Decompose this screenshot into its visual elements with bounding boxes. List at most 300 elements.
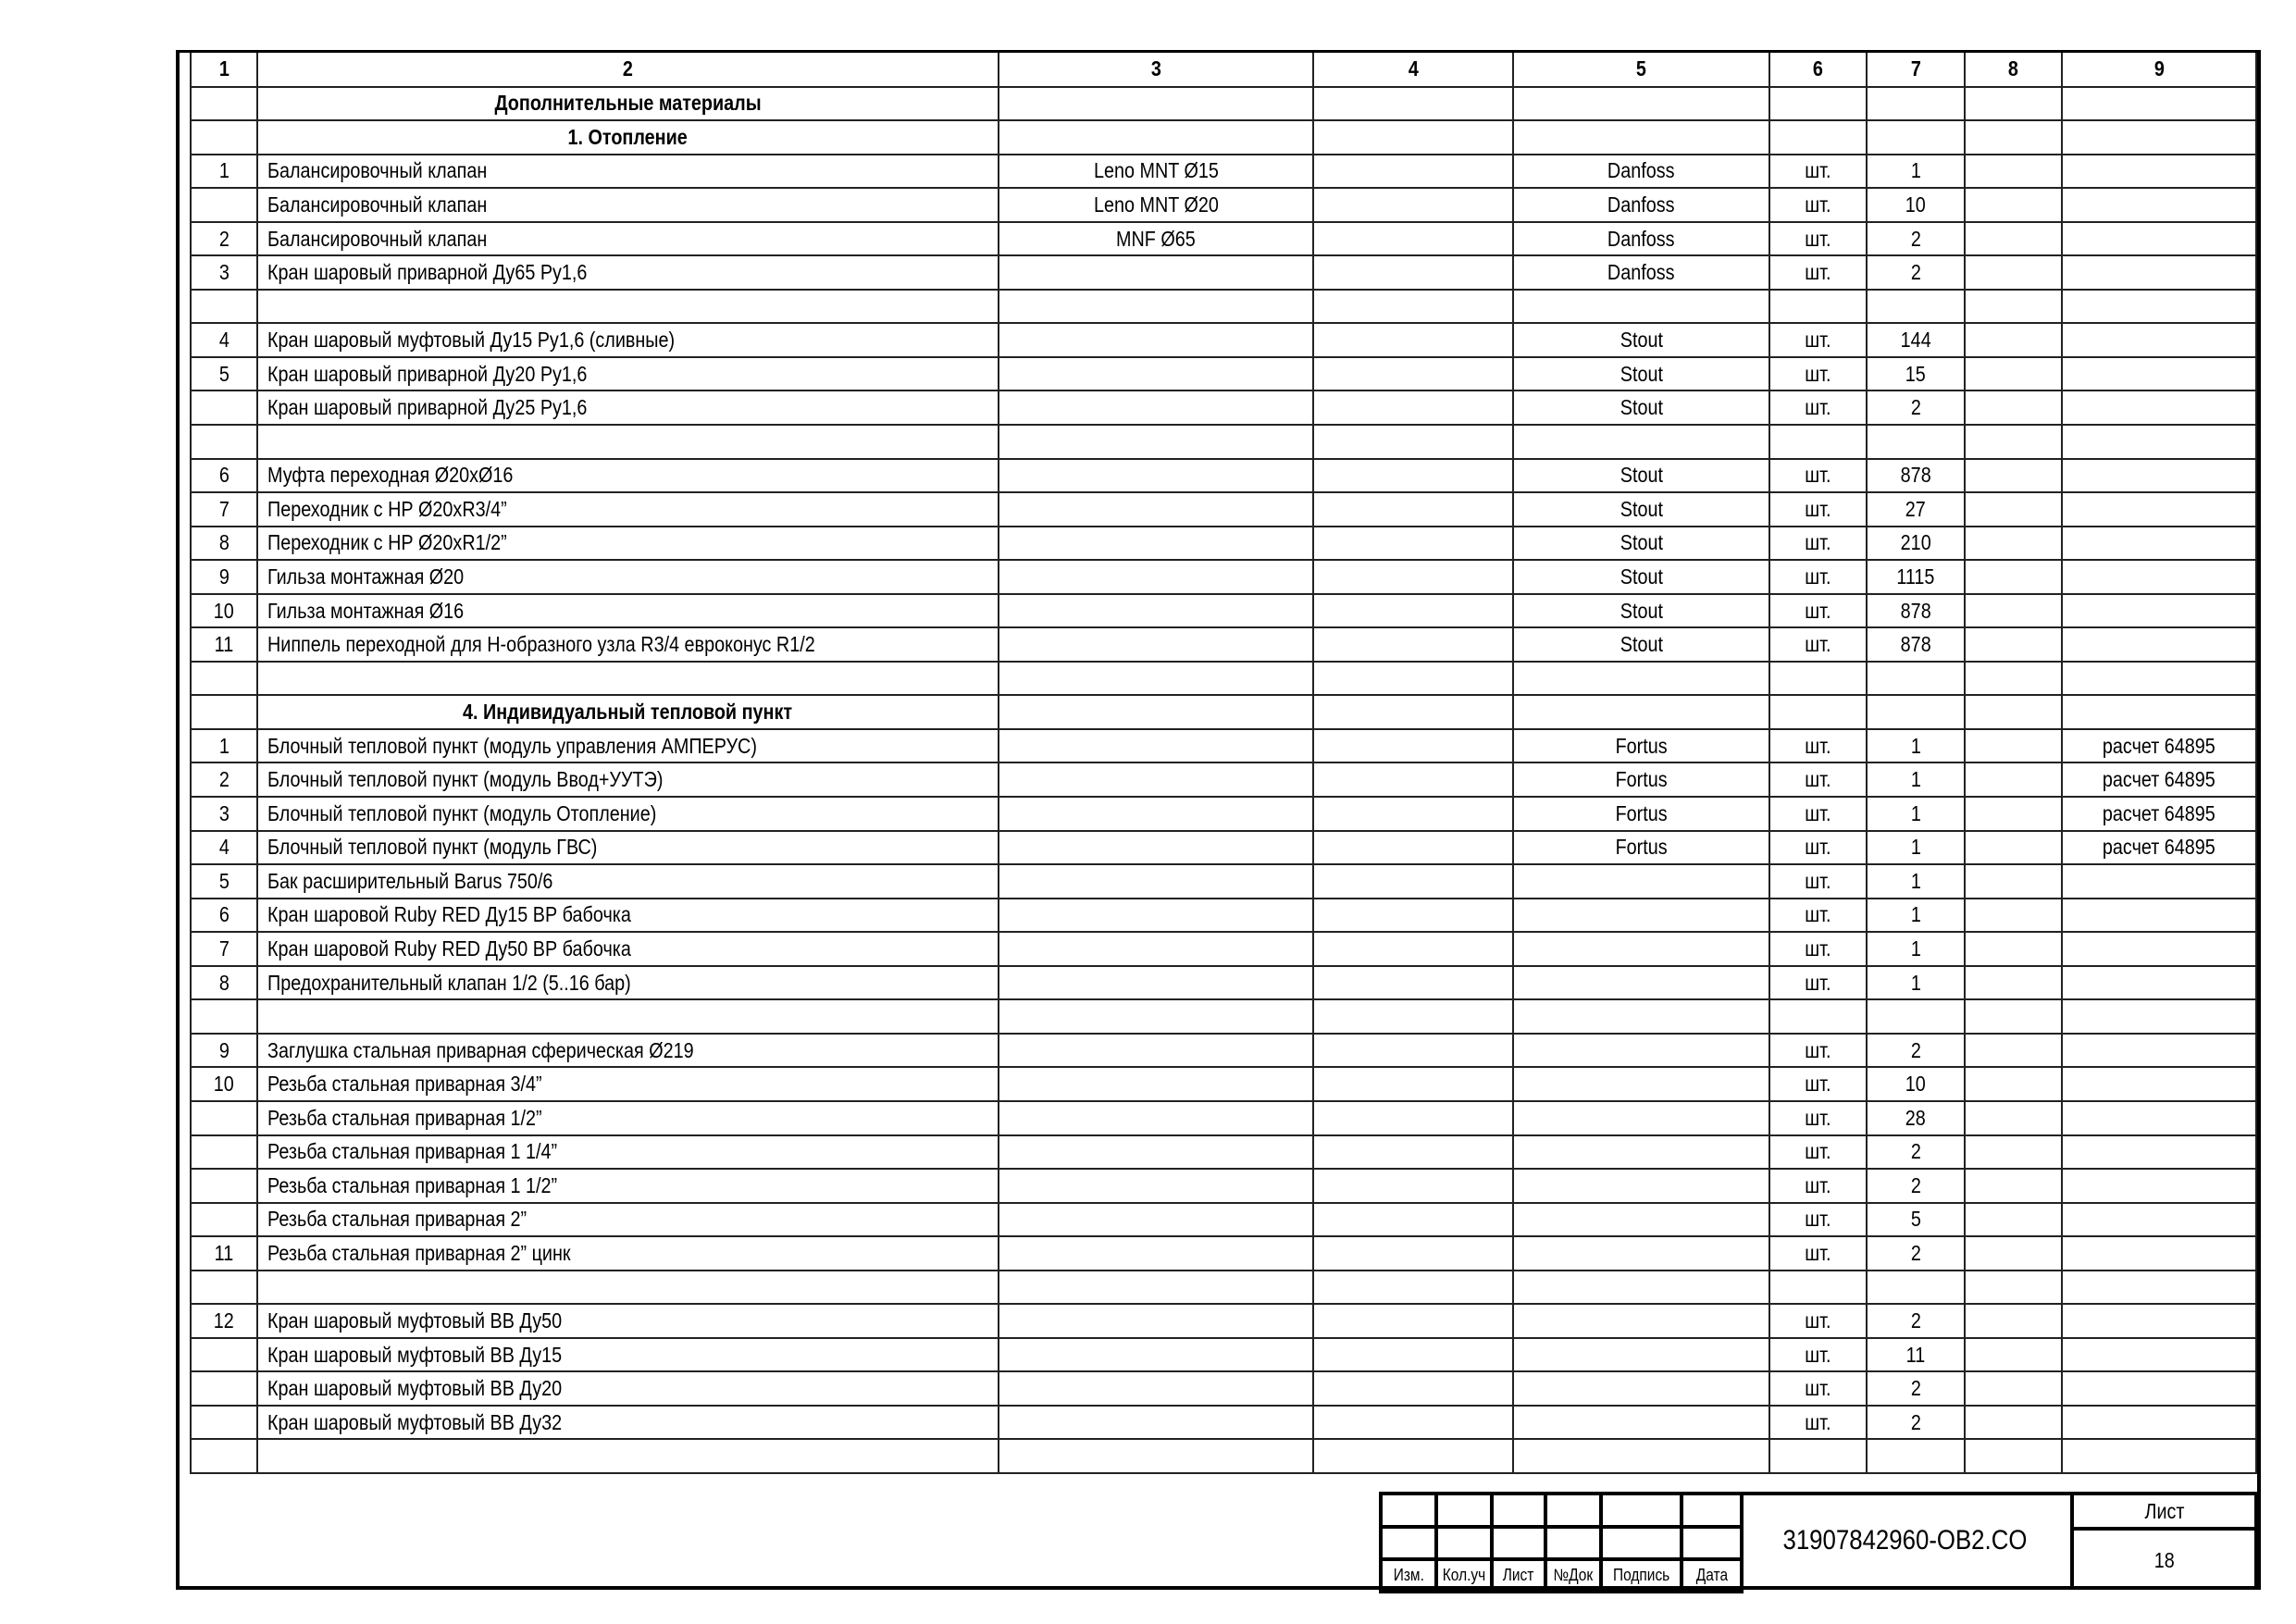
code-cell [1313,120,1513,155]
code-cell [1313,1439,1513,1473]
position-cell [191,188,257,222]
manufacturer-cell: Danfoss [1513,222,1769,256]
name-cell: Предохранительный клапан 1/2 (5..16 бар) [257,966,999,1000]
quantity-cell: 2 [1867,391,1965,425]
unit-cell [1769,425,1867,459]
name-cell: Кран шаровой Ruby RED Ду50 ВР бабочка [257,932,999,966]
note-cell: расчет 64895 [2062,762,2256,797]
code-cell [1313,1271,1513,1305]
unit-cell: шт. [1769,1169,1867,1203]
model-cell [999,899,1313,933]
name-cell: 4. Индивидуальный тепловой пункт [257,695,999,729]
manufacturer-cell [1513,1236,1769,1271]
position-cell [191,1338,257,1372]
revision-cell [1601,1494,1682,1527]
model-cell [999,357,1313,391]
model-cell [999,729,1313,763]
name-cell: Дополнительные материалы [257,87,999,121]
revision-cell [1436,1527,1492,1559]
model-cell [999,120,1313,155]
position-cell [191,290,257,324]
quantity-cell: 1 [1867,864,1965,899]
table-row [191,527,2256,561]
document-code: 31907842960-OB2.CO [1740,1492,2074,1590]
position-cell [191,1203,257,1237]
unit-cell: шт. [1769,966,1867,1000]
code-cell [1313,932,1513,966]
model-cell [999,831,1313,865]
unit-cell: шт. [1769,627,1867,662]
model-cell [999,1271,1313,1305]
name-cell: Резьба стальная приварная 1 1/4” [257,1135,999,1170]
quantity-cell: 878 [1867,627,1965,662]
table-row [191,864,2256,899]
unit-cell: шт. [1769,155,1867,189]
model-cell [999,527,1313,561]
code-cell [1313,357,1513,391]
position-cell: 9 [191,1034,257,1068]
table-row [191,627,2256,662]
table-row [191,459,2256,493]
position-cell: 4 [191,831,257,865]
unit-cell: шт. [1769,391,1867,425]
mass-cell [1965,831,2062,865]
name-cell: Резьба стальная приварная 2” цинк [257,1236,999,1271]
quantity-cell: 1 [1867,932,1965,966]
manufacturer-cell: Stout [1513,594,1769,628]
mass-cell [1965,1338,2062,1372]
table-row [191,1169,2256,1203]
name-cell: Балансировочный клапан [257,222,999,256]
model-cell [999,662,1313,696]
quantity-cell [1867,290,1965,324]
mass-cell [1965,1135,2062,1170]
table-row [191,966,2256,1000]
position-cell [191,425,257,459]
mass-cell [1965,188,2062,222]
column-number-row [191,53,2256,87]
sheet-number: 18 [2153,1547,2175,1572]
quantity-cell: 2 [1867,222,1965,256]
name-cell: Кран шаровой Ruby RED Ду15 ВР бабочка [257,899,999,933]
unit-cell [1769,290,1867,324]
revision-cell [1436,1494,1492,1527]
code-cell [1313,188,1513,222]
manufacturer-cell [1513,290,1769,324]
name-cell: 1. Отопление [257,120,999,155]
name-cell: Переходник с НР Ø20xR1/2” [257,527,999,561]
code-cell [1313,1067,1513,1101]
revision-cell [1601,1527,1682,1559]
position-cell: 12 [191,1304,257,1338]
note-cell [2062,323,2256,357]
position-cell: 3 [191,255,257,290]
note-cell [2062,459,2256,493]
table-row [191,932,2256,966]
position-cell: 2 [191,222,257,256]
unit-cell: шт. [1769,762,1867,797]
note-cell [2062,155,2256,189]
unit-cell: шт. [1769,831,1867,865]
table-row [191,594,2256,628]
model-cell [999,323,1313,357]
unit-cell: шт. [1769,1236,1867,1271]
table-row [191,391,2256,425]
quantity-cell: 2 [1867,1304,1965,1338]
mass-cell [1965,1439,2062,1473]
manufacturer-cell: Fortus [1513,831,1769,865]
mass-cell [1965,797,2062,831]
note-cell [2062,290,2256,324]
model-cell [999,1169,1313,1203]
position-cell [191,1101,257,1135]
model-cell [999,1067,1313,1101]
code-cell [1313,87,1513,121]
manufacturer-cell: Fortus [1513,729,1769,763]
position-cell: 5 [191,864,257,899]
position-cell: 6 [191,459,257,493]
code-cell [1313,1338,1513,1372]
manufacturer-cell [1513,87,1769,121]
quantity-cell: 1 [1867,966,1965,1000]
unit-cell [1769,87,1867,121]
blank-row [191,1439,2256,1473]
code-cell [1313,391,1513,425]
code-cell [1313,695,1513,729]
unit-cell: шт. [1769,1034,1867,1068]
position-cell: 8 [191,966,257,1000]
code-cell [1313,729,1513,763]
quantity-cell: 1 [1867,797,1965,831]
note-cell [2062,120,2256,155]
manufacturer-cell [1513,1304,1769,1338]
label-list: Лист [1492,1559,1545,1592]
note-cell [2062,1406,2256,1440]
manufacturer-cell: Danfoss [1513,255,1769,290]
label-kol-uch: Кол.уч [1436,1559,1492,1592]
model-cell [999,391,1313,425]
quantity-cell: 1 [1867,729,1965,763]
column-number: 8 [1965,53,2062,87]
mass-cell [1965,1371,2062,1406]
note-cell [2062,222,2256,256]
code-cell [1313,1101,1513,1135]
quantity-cell: 1115 [1867,560,1965,594]
name-cell: Кран шаровый муфтовый ВВ Ду32 [257,1406,999,1440]
model-cell [999,797,1313,831]
name-cell [257,425,999,459]
unit-cell [1769,695,1867,729]
unit-cell: шт. [1769,1371,1867,1406]
position-cell [191,662,257,696]
column-number: 7 [1867,53,1965,87]
model-cell [999,1034,1313,1068]
code-cell [1313,797,1513,831]
mass-cell [1965,120,2062,155]
quantity-cell: 2 [1867,1169,1965,1203]
manufacturer-cell: Stout [1513,492,1769,527]
code-cell [1313,255,1513,290]
name-cell: Блочный тепловой пункт (модуль ГВС) [257,831,999,865]
position-cell: 7 [191,492,257,527]
manufacturer-cell: Stout [1513,527,1769,561]
code-cell [1313,1203,1513,1237]
note-cell [2062,1371,2256,1406]
name-cell: Кран шаровый муфтовый ВВ Ду50 [257,1304,999,1338]
code-cell [1313,1236,1513,1271]
model-cell [999,864,1313,899]
table-row [191,255,2256,290]
model-cell [999,290,1313,324]
quantity-cell: 2 [1867,1406,1965,1440]
mass-cell [1965,627,2062,662]
unit-cell: шт. [1769,594,1867,628]
mass-cell [1965,762,2062,797]
code-cell [1313,1135,1513,1170]
column-number: 9 [2062,53,2256,87]
name-cell: Заглушка стальная приварная сферическая Ø219 [257,1034,999,1068]
note-cell: расчет 64895 [2062,831,2256,865]
quantity-cell: 27 [1867,492,1965,527]
manufacturer-cell [1513,864,1769,899]
quantity-cell: 2 [1867,255,1965,290]
position-cell: 10 [191,1067,257,1101]
note-cell [2062,87,2256,121]
unit-cell [1769,662,1867,696]
model-cell [999,627,1313,662]
specification-table [190,53,2257,1474]
unit-cell: шт. [1769,188,1867,222]
name-cell: Резьба стальная приварная 1 1/2” [257,1169,999,1203]
section-row [191,695,2256,729]
unit-cell: шт. [1769,1067,1867,1101]
code-cell [1313,1371,1513,1406]
code-cell [1313,222,1513,256]
position-cell: 2 [191,762,257,797]
manufacturer-cell [1513,1169,1769,1203]
position-cell: 10 [191,594,257,628]
quantity-cell: 2 [1867,1135,1965,1170]
unit-cell: шт. [1769,797,1867,831]
blank-row [191,425,2256,459]
blank-row [191,999,2256,1034]
unit-cell [1769,1271,1867,1305]
model-cell [999,966,1313,1000]
mass-cell [1965,391,2062,425]
mass-cell [1965,594,2062,628]
note-cell [2062,1271,2256,1305]
quantity-cell: 10 [1867,188,1965,222]
mass-cell [1965,255,2062,290]
quantity-cell: 2 [1867,1034,1965,1068]
manufacturer-cell [1513,1439,1769,1473]
quantity-cell: 878 [1867,594,1965,628]
mass-cell [1965,1067,2062,1101]
table-row [191,831,2256,865]
mass-cell [1965,899,2062,933]
note-cell [2062,1304,2256,1338]
table-row [191,357,2256,391]
name-cell: Балансировочный клапан [257,155,999,189]
quantity-cell: 2 [1867,1236,1965,1271]
blank-row [191,290,2256,324]
note-cell [2062,560,2256,594]
note-cell [2062,864,2256,899]
manufacturer-cell: Stout [1513,391,1769,425]
position-cell: 6 [191,899,257,933]
quantity-cell: 1 [1867,762,1965,797]
note-cell [2062,1034,2256,1068]
code-cell [1313,492,1513,527]
note-cell [2062,1439,2256,1473]
quantity-cell [1867,120,1965,155]
name-cell: Гильза монтажная Ø20 [257,560,999,594]
name-cell: Блочный тепловой пункт (модуль Отопление) [257,797,999,831]
mass-cell [1965,290,2062,324]
unit-cell [1769,999,1867,1034]
quantity-cell [1867,1271,1965,1305]
note-cell [2062,391,2256,425]
mass-cell [1965,729,2062,763]
note-cell [2062,188,2256,222]
position-cell: 5 [191,357,257,391]
code-cell [1313,425,1513,459]
table-row [191,1135,2256,1170]
position-cell [191,391,257,425]
column-number: 5 [1513,53,1769,87]
table-row [191,492,2256,527]
name-cell: Блочный тепловой пункт (модуль Ввод+УУТЭ) [257,762,999,797]
position-cell [191,1135,257,1170]
table-row [191,797,2256,831]
code-cell [1313,560,1513,594]
code-cell [1313,290,1513,324]
table-row [191,560,2256,594]
position-cell [191,1371,257,1406]
manufacturer-cell [1513,932,1769,966]
unit-cell: шт. [1769,899,1867,933]
manufacturer-cell: Fortus [1513,762,1769,797]
unit-cell: шт. [1769,560,1867,594]
manufacturer-cell [1513,695,1769,729]
name-cell: Резьба стальная приварная 1/2” [257,1101,999,1135]
note-cell: расчет 64895 [2062,797,2256,831]
manufacturer-cell [1513,1271,1769,1305]
quantity-cell [1867,87,1965,121]
unit-cell: шт. [1769,1135,1867,1170]
position-cell: 8 [191,527,257,561]
quantity-cell: 28 [1867,1101,1965,1135]
manufacturer-cell [1513,1135,1769,1170]
position-cell [191,1406,257,1440]
code-cell [1313,762,1513,797]
name-cell: Кран шаровый муфтовый ВВ Ду15 [257,1338,999,1372]
manufacturer-cell [1513,120,1769,155]
note-cell [2062,662,2256,696]
model-cell [999,1406,1313,1440]
mass-cell [1965,695,2062,729]
manufacturer-cell [1513,1034,1769,1068]
model-cell [999,255,1313,290]
revision-cell [1381,1494,1436,1527]
model-cell [999,560,1313,594]
model-cell [999,459,1313,493]
note-cell [2062,627,2256,662]
model-cell: Leno MNT Ø15 [999,155,1313,189]
quantity-cell [1867,1439,1965,1473]
code-cell [1313,999,1513,1034]
column-number: 2 [257,53,999,87]
column-number: 6 [1769,53,1867,87]
table-row [191,1338,2256,1372]
model-cell [999,1439,1313,1473]
mass-cell [1965,1034,2062,1068]
revision-cell [1545,1494,1601,1527]
position-cell: 11 [191,627,257,662]
quantity-cell: 878 [1867,459,1965,493]
table-row [191,762,2256,797]
position-cell [191,1271,257,1305]
manufacturer-cell [1513,1067,1769,1101]
name-cell: Кран шаровый муфтовый Ду15 Ру1,6 (сливные) [257,323,999,357]
table-row [191,222,2256,256]
quantity-cell [1867,662,1965,696]
manufacturer-cell: Stout [1513,357,1769,391]
sheet-cell [2074,1492,2258,1590]
code-cell [1313,899,1513,933]
manufacturer-cell: Stout [1513,323,1769,357]
code-cell [1313,627,1513,662]
title-block [1379,1492,2258,1590]
column-number: 4 [1313,53,1513,87]
code-cell [1313,1034,1513,1068]
revision-cell [1682,1494,1742,1527]
name-cell: Балансировочный клапан [257,188,999,222]
name-cell: Блочный тепловой пункт (модуль управления АМПЕРУС) [257,729,999,763]
mass-cell [1965,357,2062,391]
mass-cell [1965,1236,2062,1271]
unit-cell: шт. [1769,1304,1867,1338]
manufacturer-cell [1513,1101,1769,1135]
manufacturer-cell [1513,999,1769,1034]
note-cell [2062,899,2256,933]
quantity-cell: 11 [1867,1338,1965,1372]
quantity-cell: 2 [1867,1371,1965,1406]
mass-cell [1965,425,2062,459]
note-cell [2062,1169,2256,1203]
table-row [191,188,2256,222]
mass-cell [1965,323,2062,357]
manufacturer-cell [1513,1406,1769,1440]
position-cell [191,120,257,155]
unit-cell [1769,1439,1867,1473]
revision-cell [1545,1527,1601,1559]
mass-cell [1965,87,2062,121]
table-row [191,155,2256,189]
note-cell [2062,527,2256,561]
position-cell [191,999,257,1034]
note-cell [2062,999,2256,1034]
revision-cell [1492,1494,1545,1527]
mass-cell [1965,222,2062,256]
note-cell [2062,1236,2256,1271]
position-cell: 3 [191,797,257,831]
manufacturer-cell [1513,1371,1769,1406]
revision-grid [1379,1492,1744,1593]
model-cell [999,87,1313,121]
code-cell [1313,459,1513,493]
mass-cell [1965,966,2062,1000]
